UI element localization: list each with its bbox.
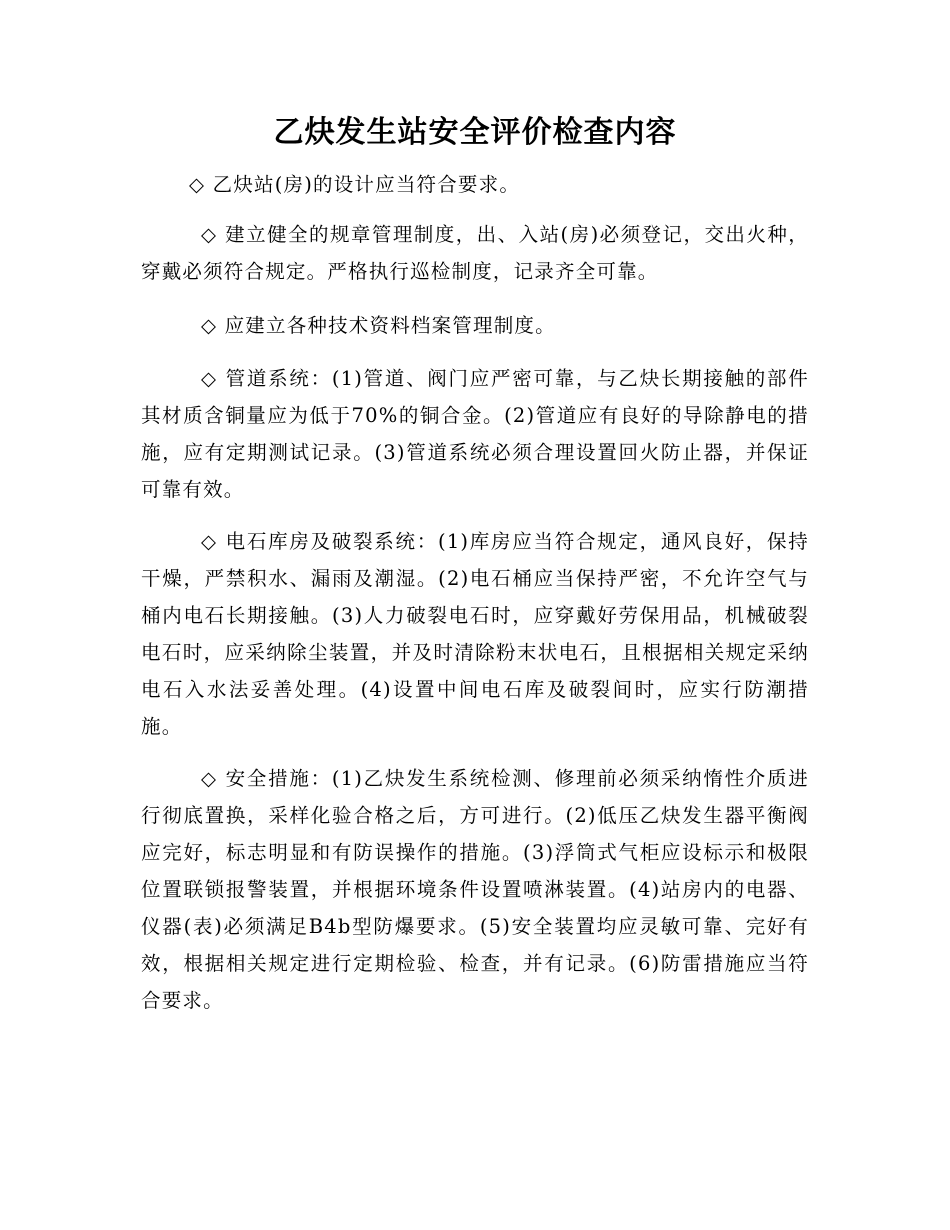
- diamond-bullet-icon: ◇: [201, 767, 218, 790]
- paragraph-piping-system: [141, 360, 809, 508]
- paragraph-rules-management: [141, 216, 809, 290]
- diamond-bullet-icon: ◇: [189, 173, 206, 196]
- diamond-bullet-icon: ◇: [201, 530, 218, 553]
- paragraph-carbide-storage: [141, 523, 809, 745]
- paragraph-text: 建立健全的规章管理制度，出、入站(房)必须登记，交出火种，穿戴必须符合规定。严格执行巡检制度，记录齐全可靠。: [141, 223, 809, 283]
- paragraph-station-design: [141, 166, 809, 203]
- diamond-bullet-icon: ◇: [201, 367, 218, 390]
- paragraph-text: 电石库房及破裂系统：(1)库房应当符合规定，通风良好，保持干燥，严禁积水、漏雨及潮湿。(2)电石桶应当保持严密，不允许空气与桶内电石长期接触。(3)人力破裂电石时，应穿戴好劳保用品，机械破裂电石时，应采纳除尘装置，并及时清除粉末状电石，且根据相关规定采纳电石入水法妥善处理。(4)设置中间电石库及破裂间时，应实行防潮措施。: [141, 530, 809, 738]
- document-title: 乙炔发生站安全评价检查内容: [273, 115, 677, 150]
- paragraph-text: 安全措施：(1)乙炔发生系统检测、修理前必须采纳惰性介质进行彻底置换，采样化验合格之后，方可进行。(2)低压乙炔发生器平衡阀应完好，标志明显和有防误操作的措施。(3)浮筒式气柜应设标示和极限位置联锁报警装置，并根据环境条件设置喷淋装置。(4)站房内的电器、仪器(表)必须满足B4b型防爆要求。(5)安全装置均应灵敏可靠、完好有效，根据相关规定进行定期检验、检查，并有记录。(6)防雷措施应当符合要求。: [141, 767, 809, 1012]
- paragraph-text: 乙炔站(房)的设计应当符合要求。: [212, 173, 521, 196]
- paragraph-text: 应建立各种技术资料档案管理制度。: [224, 314, 556, 337]
- paragraph-technical-archives: [141, 307, 809, 344]
- paragraph-text: 管道系统：(1)管道、阀门应严密可靠，与乙炔长期接触的部件其材质含铜量应为低于70%的铜合金。(2)管道应有良好的导除静电的措施，应有定期测试记录。(3)管道系统必须合理设置回火防止器，并保证可靠有效。: [141, 367, 809, 501]
- paragraph-safety-measures: [141, 760, 809, 1019]
- diamond-bullet-icon: ◇: [201, 223, 218, 246]
- diamond-bullet-icon: ◇: [201, 314, 218, 337]
